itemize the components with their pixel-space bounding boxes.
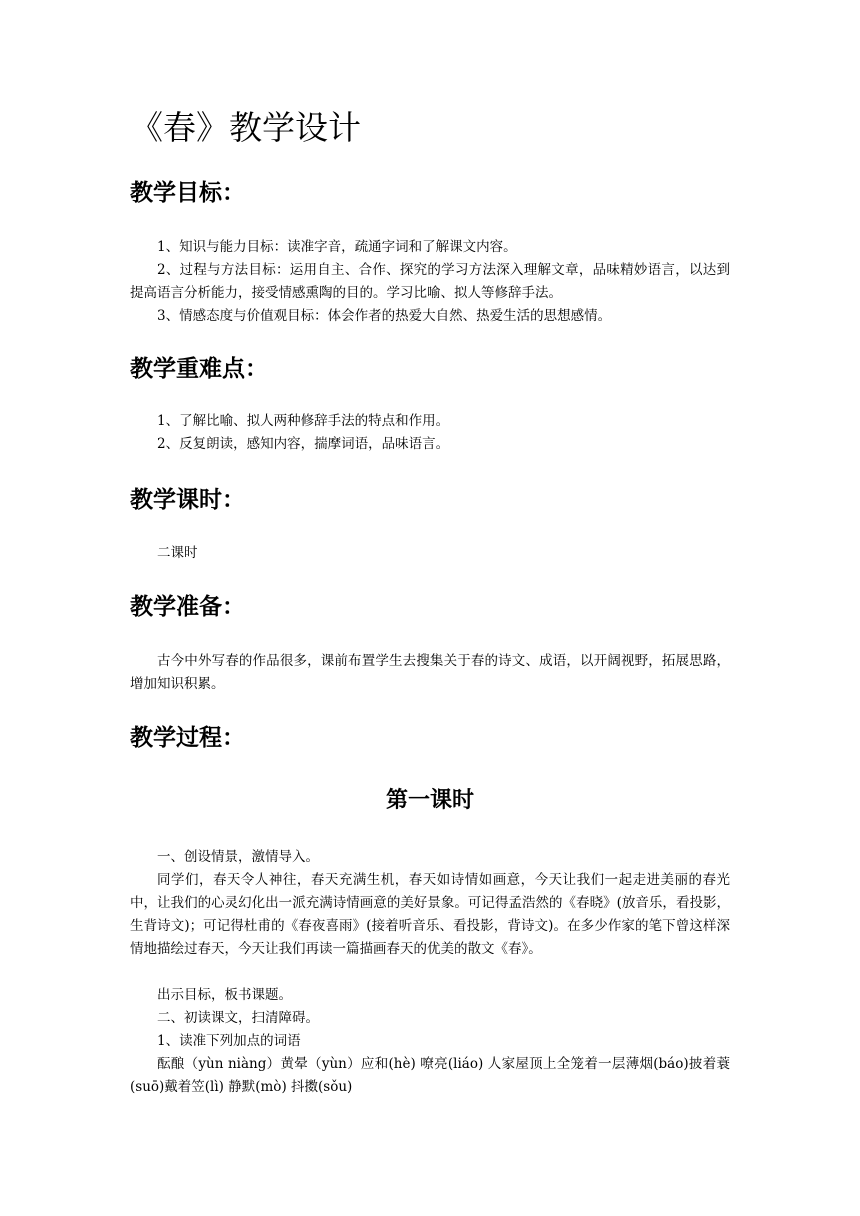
key-point-item-1: 1、了解比喻、拟人两种修辞手法的特点和作用。: [157, 413, 450, 429]
preparation-heading: 教学准备：: [130, 594, 245, 620]
class-hours-heading: 教学课时：: [130, 487, 245, 513]
process-heading: 教学过程：: [130, 725, 245, 751]
goal-item-1: 1、知识与能力目标：读准字音，疏通字词和了解课文内容。: [157, 239, 517, 255]
process-paragraph: 同学们，春天令人神往，春天充满生机，春天如诗情如画意，今天让我们一起走进美丽的春光中，让我们的心灵幻化出一派充满诗情画意的美好景象。可记得孟浩然的《春晓》(放音乐，看投影，生背诗文)；可记得杜甫的《春夜喜雨》(接着听音乐、看投影，背诗文)。在多少作家的笔下曾这样深情地描绘过春天，今天让我们再读一篇描画春天的优美的散文《春》。: [130, 872, 730, 957]
process-paragraph: 出示目标，板书课题。: [157, 987, 292, 1003]
process-paragraph: 1、读准下列加点的词语: [157, 1033, 301, 1049]
goal-item-2: 2、过程与方法目标：运用自主、合作、探究的学习方法深入理解文章，品味精妙语言，以达到提高语言分析能力，接受情感熏陶的目的。学习比喻、拟人等修辞手法。: [130, 262, 730, 301]
class-hours-text: 二课时: [157, 545, 198, 561]
document-title: 《春》教学设计: [130, 108, 361, 147]
process-paragraph: 二、初读课文，扫清障碍。: [157, 1010, 319, 1026]
vocabulary-list: 酝酿（yùn niàng）黄晕（yùn）应和(hè) 嘹亮(liáo) 人家屋顶上全笼着一层薄烟(báo)披着蓑(suō)戴着笠(lì) 静默(mò) 抖擞(sǒu): [130, 1056, 730, 1095]
lesson-title: 第一课时: [385, 788, 474, 813]
goals-heading: 教学目标：: [130, 180, 245, 206]
preparation-text: 古今中外写春的作品很多，课前布置学生去搜集关于春的诗文、成语，以开阔视野，拓展思路，增加知识积累。: [130, 653, 730, 692]
goal-item-3: 3、情感态度与价值观目标：体会作者的热爱大自然、热爱生活的思想感情。: [157, 308, 612, 324]
key-point-item-2: 2、反复朗读，感知内容，揣摩词语，品味语言。: [157, 436, 450, 452]
process-paragraph: 一、创设情景，激情导入。: [157, 849, 319, 865]
key-points-heading: 教学重难点：: [130, 356, 268, 382]
